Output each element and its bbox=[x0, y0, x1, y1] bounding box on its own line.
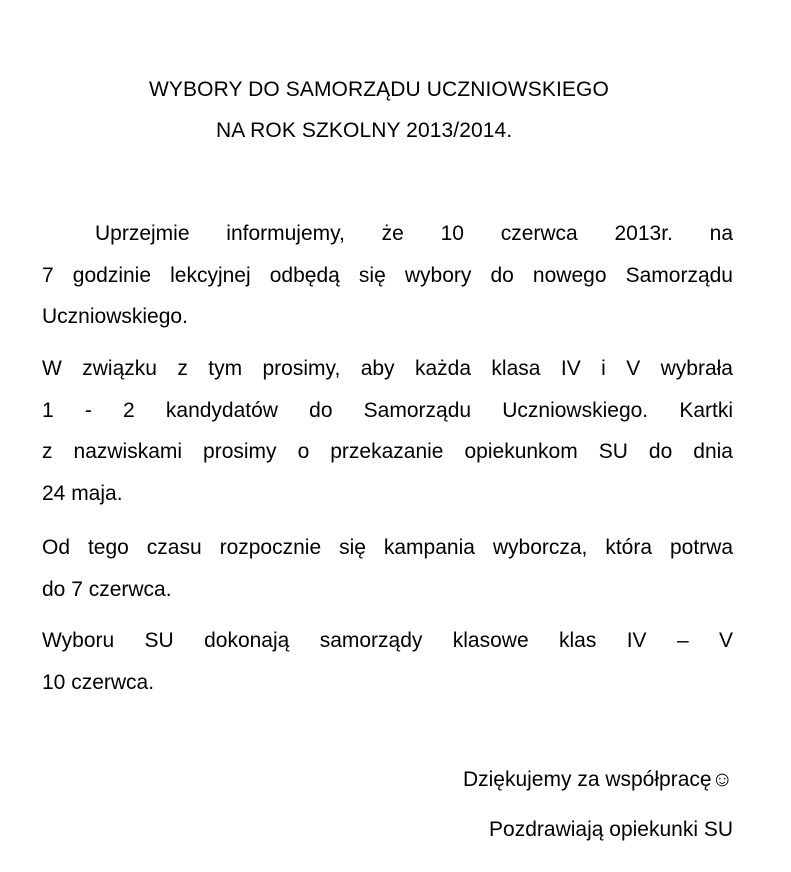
paragraph-line: 10 czerwca. bbox=[42, 670, 155, 694]
paragraph-line: Wyboru SU dokonają samorządy klasowe klas IV – V bbox=[42, 629, 733, 652]
paragraph-line: Uprzejmie informujemy, że 10 czerwca 2013r. na bbox=[95, 222, 733, 245]
paragraph-announcement bbox=[42, 213, 733, 338]
paragraph-line: W związku z tym prosimy, aby każda klasa IV i V wybrała bbox=[42, 357, 733, 380]
closing-signature: Pozdrawiają opiekunki SU bbox=[489, 818, 733, 841]
paragraph-request bbox=[42, 348, 733, 514]
paragraph-line: do 7 czerwca. bbox=[42, 577, 172, 601]
document-title-line-2: NA ROK SZKOLNY 2013/2014. bbox=[216, 119, 513, 142]
paragraph-line: Od tego czasu rozpocznie się kampania wyborcza, która potrwa bbox=[42, 536, 733, 559]
paragraph-line: 7 godzinie lekcyjnej odbędą się wybory do nowego Samorządu bbox=[42, 263, 733, 287]
document-title-line-1: WYBORY DO SAMORZĄDU UCZNIOWSKIEGO bbox=[149, 78, 609, 101]
paragraph-line: 24 maja. bbox=[42, 481, 123, 505]
paragraph-line: Uczniowskiego. bbox=[42, 305, 188, 329]
paragraph-election bbox=[42, 620, 733, 703]
paragraph-line: 1 - 2 kandydatów do Samorządu Uczniowskiego. Kartki bbox=[42, 398, 733, 422]
paragraph-campaign bbox=[42, 527, 733, 610]
closing-thanks: Dziękujemy za współpracę☺ bbox=[462, 768, 733, 791]
paragraph-line: z nazwiskami prosimy o przekazanie opiekunkom SU do dnia bbox=[42, 440, 733, 464]
